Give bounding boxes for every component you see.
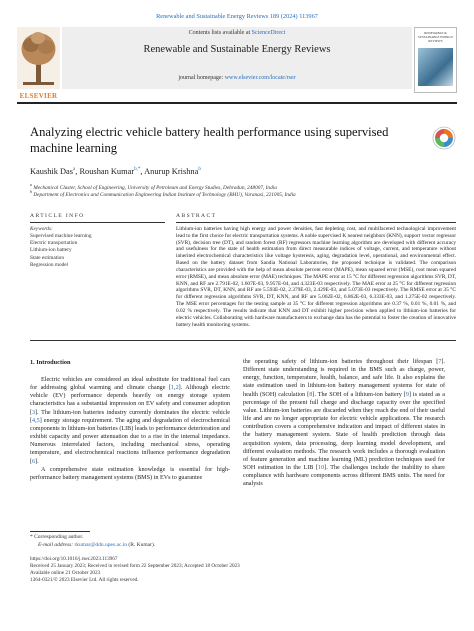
keyword-item: Electric transportation [30, 240, 78, 247]
paragraph-text: Electric vehicles are considered an ideal substitute for traditional fuel cars for addressing global warming and climate change [ [30, 377, 230, 392]
citation-link[interactable]: 4 [32, 417, 36, 424]
paragraph-text: ]. [35, 458, 39, 465]
email-note [38, 542, 155, 548]
paragraph-text: ]. Although electric vehicle (EV) performance depends heavily on energy storage system characteristics has a substantial impression on EV safety and consumer adoption [ [30, 385, 230, 416]
asterisk-mark: * [30, 534, 33, 540]
journal-reference[interactable]: Renewable and Sustainable Energy Reviews 189 (2024) 113967 [156, 13, 318, 20]
keyword-item: Lithium-ion battery [30, 247, 72, 254]
received-dates: Received 25 January 2023; Received in revised form 22 September 2023; Accepted 18 October 2023 [30, 563, 240, 569]
citation-link[interactable]: 8 [309, 391, 313, 398]
keyword-item: Supervised machine learning [30, 233, 92, 239]
article-info-rule [30, 222, 165, 223]
author-name[interactable]: Roushan Kumar [79, 167, 135, 176]
abstract-text: Lithium-ion batteries having high energy and power densities, fast depleting cost, and multifaceted technological improvement lead to the first choice for electric transportation systems. A noble supervised K nearest neighbors (KNN), support vector regressor (SVR), decision tree (DT), and random forest (RF) regressors machine learning algorithm are developed with different accuracy and usefulness for the state of health estimation from direct measurable indices of voltage, current, and temperature without inherited electrochemical characteristics like voltage hysteresis, aging, degradation level, operational, and environmental effect. Based on the battery dataset from Sandia National Laboratories, the proposed technique is validated. The comparison characteristics are provided with the help of mean absolute percent error (MAPE), mean squared error (MSE), root mean squared error (RMSE), and mean absolute error (MAE) techniques. The MAPE error at 15 °C for different regression algorithms SVR, DT, KNN, and RF are 2.791E-02, 1.607E-03, 9.957E-04, and 4.323E-03 respectively. The MAE error at 25 °C for different regression algorithms SVR, DT, KNN, and RF are 5.593E-02, 2.379E-03, 2.429E-03, and 5.073E-03 respectively. The RMSE error at 35 °C for different regression algorithms SVR, DT, KNN, and RF are 5.062E-02, 6.862E-03, 6.333E-03, and 1.275E-02 respectively. The MSE error percentages for the testing sample at 35 °C for different regression algorithms are 0.37 %, 0.01 %, 0.01 %, and 0.02 % respectively. The results indicate that KNN and DT exhibit higher precision when applied to lithium-ion batteries for electric vehicles. Collaborating with hardware manufacturers to exchange data has the potential to foster the creation of innovative battery health monitoring systems. [176, 226, 456, 328]
paragraph-text: ] energy storage requirement. The aging and degradation of electrochemical components in lithium-ion batteries (LIB) leads to performance deterioration and exhibit capacity and power attenuation due to a rise in the internal impedance. Numerous interrelated factors, including mechanical stress, operating temperature, and electrochemical reactions influence performance degradation [ [30, 417, 230, 465]
citation-link[interactable]: 7 [438, 359, 442, 365]
article-info-label: ARTICLE INFO [30, 213, 85, 219]
available-online: Available online 21 October 2023 [30, 570, 101, 576]
header-rule [17, 102, 457, 104]
paragraph-text: , [174, 385, 176, 392]
author-name[interactable]: Anurup Krishna [144, 167, 199, 176]
homepage-link[interactable]: www.elsevier.com/locate/rser [224, 75, 296, 81]
elsevier-wordmark: ELSEVIER [19, 92, 58, 100]
paragraph-text: ]. Different state understanding is required in the BMS such as charge, power, energy, function, temperature, health, balance, and safe life. It also explains the state estimation used in lithium-ion battery management systems for state of health (SOH) calculation [ [243, 359, 445, 398]
affiliation-mark: b [30, 189, 32, 194]
keyword-item: State estimation [30, 254, 64, 261]
journal-title: Renewable and Sustainable Energy Reviews [143, 44, 331, 55]
author-affiliation-mark[interactable]: a [73, 167, 76, 173]
citation-link[interactable]: 1 [170, 385, 175, 392]
paragraph-text: , [35, 417, 37, 424]
journal-cover-thumbnail[interactable] [414, 27, 457, 93]
elsevier-tree-logo[interactable] [17, 27, 60, 89]
intro-paragraph [30, 376, 230, 466]
section-heading: 1. Introduction [30, 359, 71, 366]
citation-link[interactable]: 9 [405, 391, 409, 398]
sciencedirect-link[interactable]: ScienceDirect [251, 30, 286, 36]
cover-title-band [415, 28, 456, 44]
paragraph-text: the operating safety of lithium-ion batteries throughout their lifespan [ [243, 359, 439, 365]
email-link[interactable]: rkumar@ddn.upes.ac.in [74, 542, 128, 548]
keyword-list [30, 233, 91, 269]
author-list: Kaushik Das$^a$, Roushan Kumar$^{b,*}$, Anurup Krishna$^b$ [30, 167, 201, 176]
keyword-item: Regression model [30, 261, 69, 268]
paragraph-text: ]. The challenges include the inability to share compliance with hardware components across different BMS units. The need for analysis [243, 465, 445, 488]
affiliation-text: Mechanical Cluster, School of Engineering, University of Petroleum and Energy Studies, Dehradun, 248007, India [33, 184, 277, 191]
intro-left-column [30, 376, 230, 482]
journal-homepage-line [62, 75, 412, 81]
citation-link[interactable]: 10 [318, 465, 325, 472]
intro-paragraph [243, 358, 445, 489]
citation-link[interactable]: 5 [36, 417, 40, 424]
keywords-label: Keywords: [30, 226, 53, 232]
copyright-line: 1364-0321/© 2023 Elsevier Ltd. All rights reserved. [30, 577, 139, 583]
author-affiliation-mark[interactable]: b,* [134, 167, 141, 173]
paragraph-text: A comprehensive state estimation knowledge is essential for high-performance battery management systems (BMS) in EVs to guarantee [30, 466, 230, 481]
affiliation-b [30, 189, 296, 198]
homepage-prefix: journal homepage: [178, 75, 225, 81]
citation-link[interactable]: 3 [32, 409, 36, 416]
check-for-updates-icon[interactable] [432, 126, 456, 150]
contents-prefix: Contents lists available at [188, 30, 252, 36]
paragraph-text: ]. The SOH of a lithium-ion battery [ [312, 391, 406, 398]
abstract-label: ABSTRACT [176, 213, 217, 219]
cover-image [418, 48, 453, 86]
paragraph-text: ] is stated as a percentage of the present full charge and discharge capacity over the specified value. Lithium-ion batteries are discarded when they reach the end of their useful life and are no longer appropriate for electric vehicle applications. The research contribution covers a comprehensive indication and impact of different states in the battery management system. State of health prediction through data acquisition system, data processing, deep learning model development, and different evaluation methods. The research work includes a thorough evaluation of feature generation and machine learning (ML) prediction techniques used for SOH estimation in the LIB [ [243, 391, 445, 472]
citation-link[interactable]: 2 [175, 385, 179, 392]
intro-right-column [243, 358, 445, 489]
affiliation-text: Department of Electronics and Communication Engineering Indian Institute of Technology (BHU), Varanasi, 221005, India [33, 191, 296, 198]
intro-paragraph [30, 466, 230, 482]
affiliation-mark: a [30, 182, 32, 187]
paragraph-text: ]. The lithium-ion batteries industry currently dominates the electric vehicle [ [30, 409, 230, 424]
contents-line [62, 30, 412, 36]
cover-title: RENEWABLE & SUSTAINABLE ENERGY REVIEWS [417, 31, 454, 43]
email-suffix: (R. Kumar). [127, 542, 156, 548]
email-label: E-mail address: [38, 542, 75, 548]
author-affiliation-mark[interactable]: b [198, 167, 201, 173]
corresponding-author-note [30, 534, 83, 540]
corresponding-label: Corresponding author. [34, 534, 84, 540]
citation-link[interactable]: 6 [32, 458, 36, 465]
article-title: Analyzing electric vehicle battery health performance using supervised machine learning [30, 125, 389, 155]
abstract-rule [176, 222, 456, 223]
abstract-bottom-rule [30, 340, 456, 341]
footnote-rule [30, 531, 90, 532]
author-name[interactable]: Kaushik Das [30, 167, 74, 176]
doi-link[interactable]: https://doi.org/10.1016/j.rser.2023.113967 [30, 556, 118, 562]
